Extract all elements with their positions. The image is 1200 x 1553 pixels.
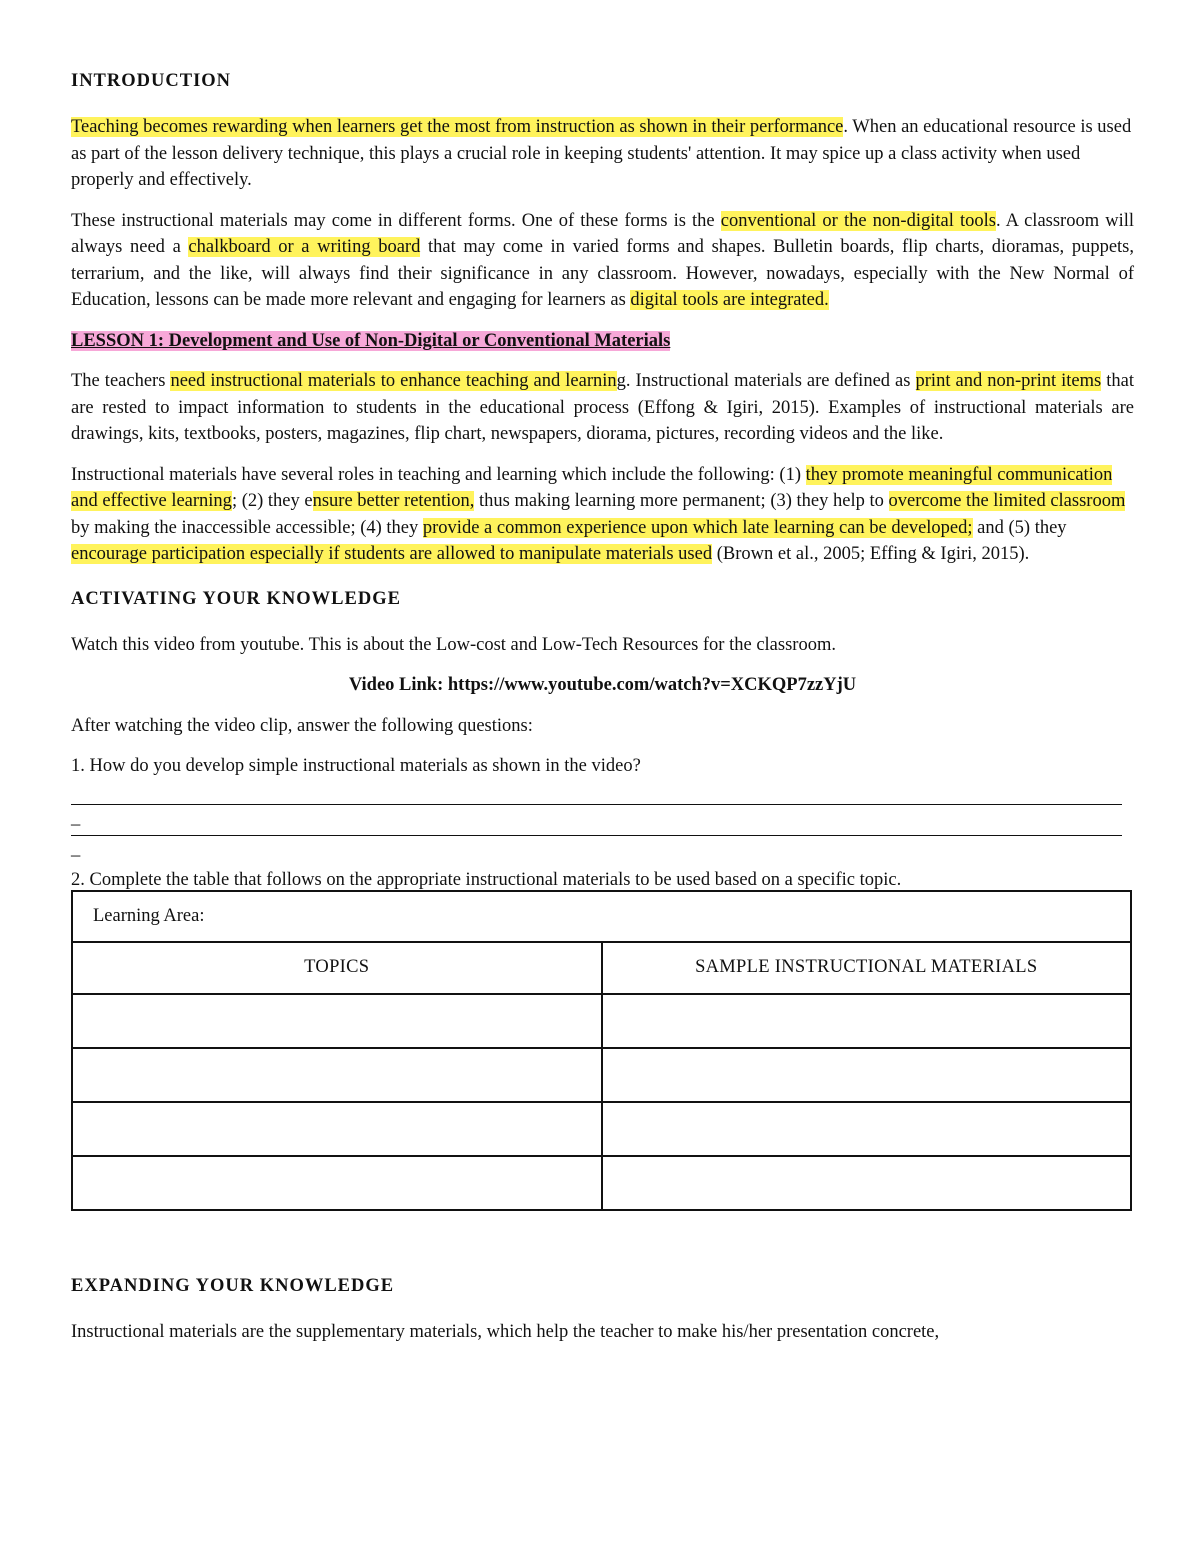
table-row [72, 994, 1131, 1048]
topic-cell[interactable] [72, 994, 602, 1048]
intro-paragraph-1 [71, 114, 1134, 194]
topics-header: TOPICS [72, 942, 602, 994]
topic-cell[interactable] [72, 1048, 602, 1102]
text: and (5) they [972, 517, 1067, 538]
highlight: print and non-print items [915, 371, 1102, 391]
lesson-title: LESSON 1: Development and Use of Non-Digital or Conventional Materials [71, 330, 671, 351]
lesson-paragraph-1 [71, 368, 1134, 448]
highlight: conventional or the non-digital tools [720, 210, 996, 231]
text: thus making learning more permanent; (3) they help to [474, 491, 889, 511]
text: that may come in varied forms and shapes. Bulletin boards, flip charts, dioramas, puppets, terrarium, and the like, will always find their significance in any classroom. However, nowadays, especially with the New Normal of Education, lessons can be made more relevant and engaging for learners as [71, 237, 1134, 310]
topic-cell[interactable] [72, 1156, 602, 1210]
highlight: need instructional materials to enhance teaching and learnin [170, 371, 617, 391]
answer-dash: _ [71, 838, 81, 859]
material-cell[interactable] [602, 1156, 1132, 1210]
highlight: overcome the limited classroom [888, 491, 1126, 511]
table-row [72, 1048, 1131, 1102]
text: g. Instructional materials are defined as [616, 371, 916, 391]
expanding-heading: EXPANDING YOUR KNOWLEDGE [71, 1275, 395, 1296]
materials-table [71, 890, 1132, 1211]
text: Instructional materials have several roles in teaching and learning which include the following: (1) [71, 464, 806, 485]
expanding-text: Instructional materials are the supplementary materials, which help the teacher to make his/her presentation concrete, [71, 1321, 940, 1342]
text: The teachers [71, 371, 171, 391]
question-1: 1. How do you develop simple instructional materials as shown in the video? [71, 756, 641, 776]
lesson-paragraph-2 [71, 462, 1134, 568]
table-row [72, 1102, 1131, 1156]
after-watching-text: After watching the video clip, answer the following questions: [71, 715, 533, 736]
text: (Brown et al., 2005; Effing & Igiri, 2015). [712, 544, 1030, 564]
text: ; (2) they e [231, 491, 313, 511]
material-cell[interactable] [602, 1102, 1132, 1156]
highlight: Teaching becomes rewarding when learners get the most from instruction as shown in their performance [71, 117, 844, 137]
highlight: chalkboard or a writing board [188, 237, 421, 257]
introduction-heading: INTRODUCTION [71, 71, 232, 91]
table-row [72, 1156, 1131, 1210]
highlight: they promote meaningful communication and effective learning [71, 464, 1113, 511]
text: . A classroom will always need a [71, 210, 1134, 257]
lesson-title-line [71, 328, 1134, 355]
text: by making the inaccessible accessible; (4) they [71, 517, 423, 538]
video-link[interactable]: Video Link: https://www.youtube.com/watch?v=XCKQP7zzYjU [348, 675, 857, 695]
text: . When an educational resource is used as part of the lesson delivery technique, this plays a crucial role in keeping students' attention. It may spice up a class activity when used properly and effectively. [71, 117, 1132, 190]
highlight: digital tools are integrated. [630, 290, 829, 310]
topic-cell[interactable] [72, 1102, 602, 1156]
activating-heading: ACTIVATING YOUR KNOWLEDGE [71, 588, 401, 609]
highlight: nsure better retention, [312, 491, 475, 511]
learning-area-cell[interactable]: Learning Area: [72, 891, 1131, 942]
activating-intro: Watch this video from youtube. This is about the Low-cost and Low-Tech Resources for the classroom. [71, 634, 836, 655]
materials-header: SAMPLE INSTRUCTIONAL MATERIALS [602, 942, 1132, 994]
highlight: encourage participation especially if students are allowed to manipulate materials used [71, 544, 713, 564]
intro-paragraph-2 [71, 208, 1134, 314]
highlight: provide a common experience upon which late learning can be developed; [422, 517, 973, 538]
material-cell[interactable] [602, 994, 1132, 1048]
text: These instructional materials may come in different forms. One of these forms is the [71, 210, 721, 231]
material-cell[interactable] [602, 1048, 1132, 1102]
text: that are rested to impact information to students in the educational process (Effong & Igiri, 2015). Examples of instructional materials are drawings, kits, textbooks, posters, magazines, flip chart, newspapers, diorama, pictures, recording videos and the like. [71, 371, 1134, 444]
answer-dash: _ [71, 807, 81, 828]
answer-line[interactable] [71, 780, 1122, 805]
question-2: 2. Complete the table that follows on the appropriate instructional materials to be used based on a specific topic. [71, 869, 902, 890]
